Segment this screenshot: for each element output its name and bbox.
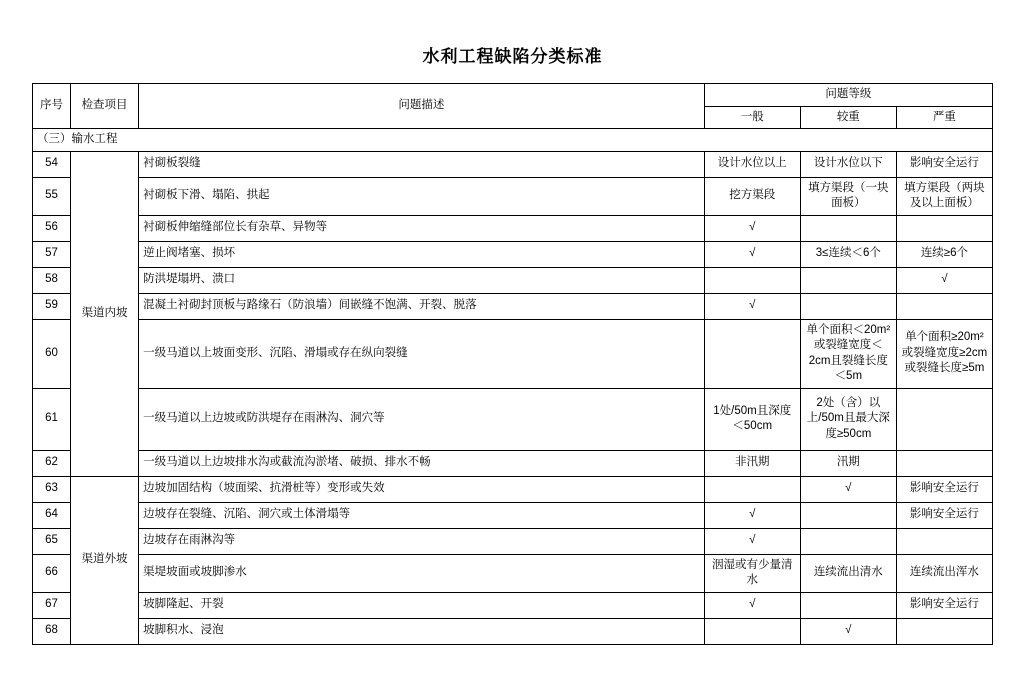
row-description: 衬砌板下滑、塌陷、拱起 [139, 177, 705, 215]
table-row [33, 450, 993, 476]
row-level-normal: √ [704, 215, 800, 241]
row-seq: 63 [33, 476, 71, 502]
table-row [33, 618, 993, 644]
row-level-severe: 连续流出浑水 [896, 554, 992, 592]
row-description: 一级马道以上边坡排水沟或截流沟淤堵、破损、排水不畅 [139, 450, 705, 476]
row-description: 坡脚积水、浸泡 [139, 618, 705, 644]
row-level-normal: √ [704, 528, 800, 554]
row-description: 一级马道以上边坡或防洪堤存在雨淋沟、洞穴等 [139, 388, 705, 450]
row-description: 边坡存在裂缝、沉陷、洞穴或土体滑塌等 [139, 502, 705, 528]
page-title: 水利工程缺陷分类标准 [422, 47, 603, 66]
table-row [33, 502, 993, 528]
row-level-severe: 填方渠段（两块及以上面板） [896, 177, 992, 215]
row-seq: 56 [33, 215, 71, 241]
row-level-normal: 挖方渠段 [704, 177, 800, 215]
row-seq: 67 [33, 592, 71, 618]
row-seq: 65 [33, 528, 71, 554]
category-outer-slope: 渠道外坡 [71, 476, 139, 644]
column-header-inspect-item: 检查项目 [71, 84, 139, 129]
row-level-serious [800, 502, 896, 528]
section-title: （三）输水工程 [33, 129, 993, 152]
table-row [33, 476, 993, 502]
row-level-normal: √ [704, 502, 800, 528]
row-seq: 59 [33, 293, 71, 319]
column-header-level-normal: 一般 [704, 106, 800, 129]
row-level-serious: 汛期 [800, 450, 896, 476]
row-level-serious: 单个面积＜20m²或裂缝宽度＜2cm且裂缝长度＜5m [800, 319, 896, 388]
row-level-severe [896, 618, 992, 644]
row-level-serious: 填方渠段（一块面板） [800, 177, 896, 215]
row-level-serious [800, 215, 896, 241]
row-description: 逆止阀堵塞、损坏 [139, 241, 705, 267]
row-description: 边坡加固结构（坡面梁、抗滑桩等）变形或失效 [139, 476, 705, 502]
row-seq: 54 [33, 151, 71, 177]
row-level-serious: √ [800, 476, 896, 502]
row-level-severe: 影响安全运行 [896, 151, 992, 177]
row-level-normal [704, 618, 800, 644]
row-level-serious [800, 293, 896, 319]
category-inner-slope: 渠道内坡 [71, 151, 139, 476]
table-row [33, 388, 993, 450]
column-header-level-group: 问题等级 [704, 84, 992, 107]
row-level-severe: 影响安全运行 [896, 476, 992, 502]
row-level-serious [800, 592, 896, 618]
row-seq: 64 [33, 502, 71, 528]
row-level-normal: √ [704, 293, 800, 319]
row-level-severe: 连续≥6个 [896, 241, 992, 267]
row-description: 一级马道以上坡面变形、沉陷、滑塌或存在纵向裂缝 [139, 319, 705, 388]
row-level-severe: √ [896, 267, 992, 293]
table-row [33, 319, 993, 388]
row-description: 渠堤坡面或坡脚渗水 [139, 554, 705, 592]
table-row [33, 177, 993, 215]
row-seq: 57 [33, 241, 71, 267]
row-level-serious: 3≤连续＜6个 [800, 241, 896, 267]
row-level-normal: 设计水位以上 [704, 151, 800, 177]
column-header-seq: 序号 [33, 84, 71, 129]
table-row [33, 592, 993, 618]
row-level-serious: 2处（含）以上/50m且最大深度≥50cm [800, 388, 896, 450]
row-seq: 55 [33, 177, 71, 215]
table-row [33, 151, 993, 177]
row-level-severe: 影响安全运行 [896, 502, 992, 528]
row-level-serious [800, 528, 896, 554]
row-level-serious: √ [800, 618, 896, 644]
table-header-row-1 [33, 84, 993, 107]
row-level-normal [704, 319, 800, 388]
column-header-level-severe: 严重 [896, 106, 992, 129]
table-header [33, 84, 993, 129]
table-row [33, 528, 993, 554]
row-description: 衬砌板伸缩缝部位长有杂草、异物等 [139, 215, 705, 241]
row-seq: 61 [33, 388, 71, 450]
table-row [33, 293, 993, 319]
row-level-serious: 设计水位以下 [800, 151, 896, 177]
table-row [33, 241, 993, 267]
row-level-normal [704, 476, 800, 502]
row-seq: 60 [33, 319, 71, 388]
table-row [33, 215, 993, 241]
table-row [33, 267, 993, 293]
row-description: 混凝土衬砌封顶板与路缘石（防浪墙）间嵌缝不饱满、开裂、脱落 [139, 293, 705, 319]
row-level-severe [896, 388, 992, 450]
row-seq: 68 [33, 618, 71, 644]
row-description: 边坡存在雨淋沟等 [139, 528, 705, 554]
row-seq: 58 [33, 267, 71, 293]
column-header-level-serious: 较重 [800, 106, 896, 129]
row-level-normal: √ [704, 241, 800, 267]
row-seq: 62 [33, 450, 71, 476]
row-level-serious [800, 267, 896, 293]
row-level-severe [896, 528, 992, 554]
row-level-normal: 1处/50m且深度＜50cm [704, 388, 800, 450]
row-description: 衬砌板裂缝 [139, 151, 705, 177]
defect-classification-table [32, 83, 993, 645]
row-level-severe: 影响安全运行 [896, 592, 992, 618]
row-level-normal: 非汛期 [704, 450, 800, 476]
row-level-normal: 洇湿或有少量清水 [704, 554, 800, 592]
row-level-severe [896, 215, 992, 241]
column-header-problem-desc: 问题描述 [139, 84, 705, 129]
row-level-normal [704, 267, 800, 293]
row-level-severe [896, 293, 992, 319]
row-description: 坡脚隆起、开裂 [139, 592, 705, 618]
row-level-severe [896, 450, 992, 476]
section-row [33, 129, 993, 152]
row-level-normal: √ [704, 592, 800, 618]
row-level-severe: 单个面积≥20m²或裂缝宽度≥2cm或裂缝长度≥5m [896, 319, 992, 388]
row-level-serious: 连续流出清水 [800, 554, 896, 592]
row-seq: 66 [33, 554, 71, 592]
table-body [33, 129, 993, 645]
table-row [33, 554, 993, 592]
row-description: 防洪堤塌坍、溃口 [139, 267, 705, 293]
